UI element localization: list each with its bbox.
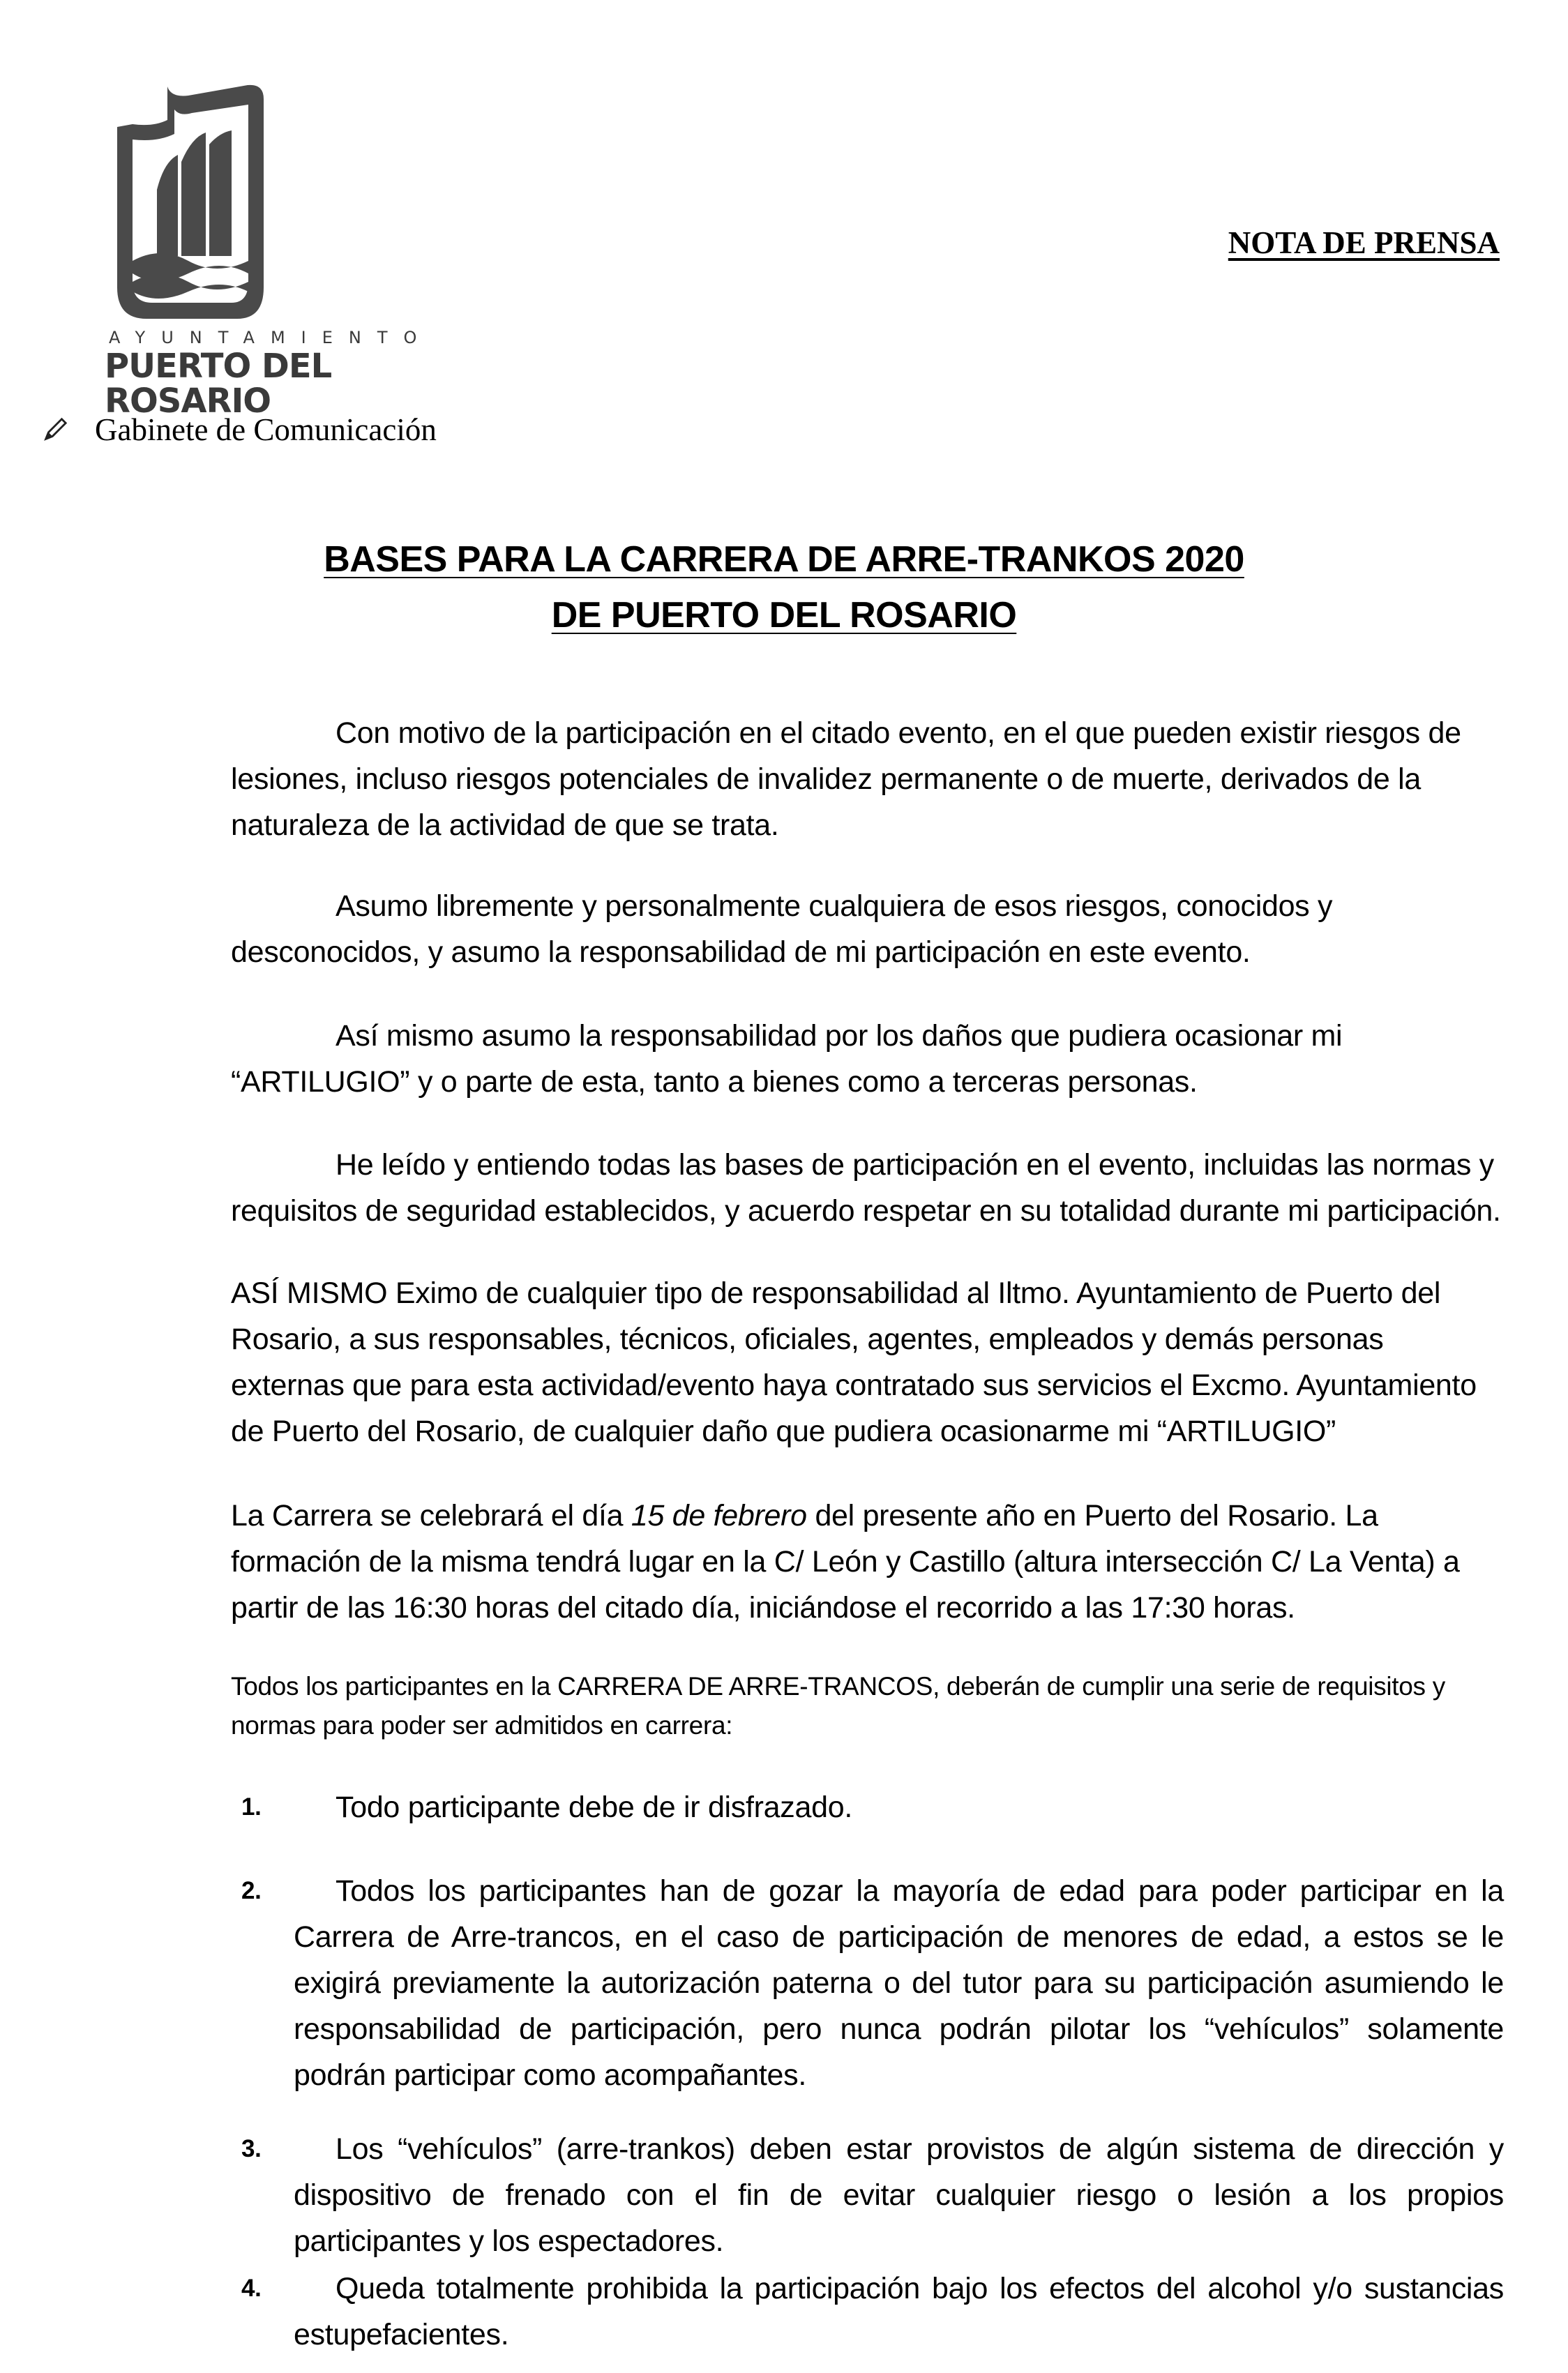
list-item-text: Queda totalmente prohibida la participación bajo los efectos del alcohol y/o sustancias estupefacientes. bbox=[294, 2272, 1504, 2351]
paragraph-6 bbox=[231, 1493, 1504, 1631]
paragraph-3: Así mismo asumo la responsabilidad por los daños que pudiera ocasionar mi “ARTILUGIO” y o parte de esta, tanto a bienes como a terceras personas. bbox=[231, 1019, 1343, 1099]
event-date: 15 de febrero bbox=[631, 1499, 807, 1532]
list-item-text: Todos los participantes han de gozar la mayoría de edad para poder participar en la Carrera de Arre-trancos, en el caso de participación de menores de edad, a estos se le exigirá previamente la autorización paterna o del tutor para su participación asumiendo le responsabilidad de participación, pero nunca podrán pilotar los “vehículos” solamente podrán participar como acompañantes. bbox=[294, 1874, 1504, 2092]
list-item-number: 4. bbox=[241, 2275, 262, 2302]
paragraph-4: He leído y entiendo todas las bases de participación en el evento, incluidas las normas y requisitos de seguridad establecidos, y acuerdo respetar en su totalidad durante mi participación. bbox=[231, 1148, 1501, 1228]
logo-ayuntamiento-text: AYUNTAMIENTO bbox=[109, 328, 433, 347]
list-item-text: Los “vehículos” (arre-trankos) deben estar provistos de algún sistema de dirección y dispositivo de frenado con el fin de evitar cualquier riesgo o lesión a los propios participantes y los espectadores. bbox=[294, 2132, 1504, 2258]
communication-office-label: Gabinete de Comunicación bbox=[95, 412, 437, 447]
paragraph-1: Con motivo de la participación en el citado evento, en el que pueden existir riesgos de lesiones, incluso riesgos potenciales de invalidez permanente o de muerte, derivados de la naturaleza de la actividad de que se trata. bbox=[231, 716, 1461, 842]
list-item bbox=[231, 2126, 1504, 2264]
title-line-1: BASES PARA LA CARRERA DE ARRE-TRANKOS 2020 bbox=[324, 539, 1244, 580]
list-item bbox=[231, 1868, 1504, 2098]
paragraph-6-start: La Carrera se celebrará el día bbox=[231, 1499, 631, 1532]
logo-town-name: PUERTO DEL ROSARIO bbox=[105, 347, 332, 421]
title-line-2: DE PUERTO DEL ROSARIO bbox=[551, 595, 1017, 635]
press-note-heading: NOTA DE PRENSA bbox=[1228, 225, 1500, 260]
paragraph-6-end: del presente año en Puerto del Rosario. La formación de la misma tendrá lugar en la C/ León y Castillo (altura intersección C/ La Venta) a partir de las 16:30 horas del citado día, iniciándose el recorrido a las 17:30 horas. bbox=[231, 1499, 1460, 1625]
list-item-number: 1. bbox=[241, 1793, 262, 1821]
paragraph-7: Todos los participantes en la CARRERA DE ARRE-TRANCOS, deberán de cumplir una serie de requisitos y normas para poder ser admitidos en carrera: bbox=[231, 1672, 1445, 1740]
paragraph-2: Asumo libremente y personalmente cualquiera de esos riesgos, conocidos y desconocidos, y asumo la responsabilidad de mi participación en este evento. bbox=[231, 889, 1333, 969]
list-item-number: 2. bbox=[241, 1877, 262, 1904]
pencil-icon bbox=[42, 416, 68, 443]
paragraph-5: ASÍ MISMO Eximo de cualquier tipo de responsabilidad al Iltmo. Ayuntamiento de Puerto del Rosario, a sus responsables, técnicos, oficiales, agentes, empleados y demás personas externas que para esta actividad/evento haya contratado sus servicios el Excmo. Ayuntamiento de Puerto del Rosario, de cualquier daño que pudiera ocasionarme mi “ARTILUGIO” bbox=[231, 1276, 1477, 1448]
ship-crest-icon bbox=[105, 78, 272, 329]
document-title bbox=[0, 532, 1568, 643]
communication-office-line bbox=[42, 412, 437, 448]
logo-text bbox=[105, 328, 433, 421]
list-item-text: Todo participante debe de ir disfrazado. bbox=[336, 1791, 852, 1824]
list-item bbox=[231, 2266, 1504, 2358]
list-item bbox=[231, 1784, 1504, 1830]
list-item-number: 3. bbox=[241, 2135, 262, 2162]
